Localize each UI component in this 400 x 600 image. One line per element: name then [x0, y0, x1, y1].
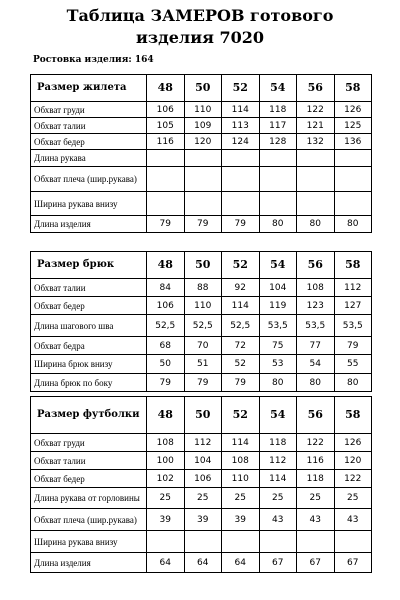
measurement-value — [259, 192, 297, 216]
measurement-value: 104 — [259, 279, 297, 297]
measurement-value: 75 — [259, 337, 297, 355]
measurement-value: 110 — [184, 102, 222, 118]
measurement-value: 80 — [334, 374, 372, 392]
measurement-value: 125 — [334, 118, 372, 134]
measurement-label: Длина рукава — [31, 150, 147, 167]
measurement-value: 53,5 — [259, 315, 297, 337]
measurement-label: Длина изделия — [31, 553, 147, 573]
measurement-value — [184, 167, 222, 192]
measurement-value — [147, 531, 185, 553]
size-header-cell: 50 — [184, 397, 222, 434]
size-header-cell: 52 — [222, 252, 260, 279]
measurement-value: 100 — [147, 452, 185, 470]
table-row — [31, 434, 372, 452]
measurement-value — [222, 531, 260, 553]
measurement-value: 79 — [184, 216, 222, 233]
table-header-row — [31, 252, 372, 279]
table-row — [31, 470, 372, 488]
table-header-row — [31, 397, 372, 434]
measurement-value: 52,5 — [147, 315, 185, 337]
measurement-label: Длина шагового шва — [31, 315, 147, 337]
measurement-value: 127 — [334, 297, 372, 315]
table-row — [31, 315, 372, 337]
measurement-value: 106 — [147, 297, 185, 315]
measurement-label: Обхват бедер — [31, 134, 147, 150]
measurement-value: 79 — [184, 374, 222, 392]
table-row — [31, 102, 372, 118]
measurement-value: 39 — [184, 509, 222, 531]
measurement-value: 116 — [297, 452, 335, 470]
measurement-value: 79 — [147, 374, 185, 392]
size-header-cell: 50 — [184, 252, 222, 279]
measurement-value: 68 — [147, 337, 185, 355]
measurement-value: 53,5 — [297, 315, 335, 337]
measurement-label: Обхват груди — [31, 434, 147, 452]
measurement-label: Обхват груди — [31, 102, 147, 118]
measurement-value: 25 — [184, 488, 222, 509]
size-header-cell: 48 — [147, 397, 185, 434]
table-header-label: Размер брюк — [31, 252, 147, 279]
table-row — [31, 279, 372, 297]
measurement-value: 128 — [259, 134, 297, 150]
measurement-value: 116 — [147, 134, 185, 150]
measurement-value: 70 — [184, 337, 222, 355]
size-header-cell: 52 — [222, 397, 260, 434]
measurement-label: Обхват бедра — [31, 337, 147, 355]
measurement-value: 109 — [184, 118, 222, 134]
measurement-label: Обхват талии — [31, 452, 147, 470]
measurement-value: 79 — [222, 374, 260, 392]
measurement-value: 136 — [334, 134, 372, 150]
size-header-cell: 54 — [259, 397, 297, 434]
measurement-value: 114 — [222, 297, 260, 315]
measurement-value: 64 — [147, 553, 185, 573]
measurement-value — [222, 150, 260, 167]
measurement-value — [334, 192, 372, 216]
measurement-label: Длина изделия — [31, 216, 147, 233]
measurement-value: 84 — [147, 279, 185, 297]
measurement-value: 80 — [297, 216, 335, 233]
measurement-value: 77 — [297, 337, 335, 355]
measurement-value: 79 — [222, 216, 260, 233]
measurement-value: 112 — [334, 279, 372, 297]
measurement-value: 124 — [222, 134, 260, 150]
measurement-value: 25 — [334, 488, 372, 509]
measurement-label: Длина рукава от горловины — [31, 488, 147, 509]
measurement-value: 88 — [184, 279, 222, 297]
measurement-value: 132 — [297, 134, 335, 150]
measurement-label: Ширина рукава внизу — [31, 531, 147, 553]
measurement-value: 53,5 — [334, 315, 372, 337]
table-row — [31, 118, 372, 134]
measurement-value: 67 — [259, 553, 297, 573]
measurement-value: 121 — [297, 118, 335, 134]
measurement-value: 53 — [259, 355, 297, 374]
measurement-value — [259, 167, 297, 192]
measurement-value: 39 — [222, 509, 260, 531]
document-title-line-2: изделия 7020 — [136, 28, 264, 47]
measurement-value — [147, 167, 185, 192]
measurement-value: 113 — [222, 118, 260, 134]
measurement-value — [184, 150, 222, 167]
size-header-cell: 54 — [259, 75, 297, 102]
measurement-value: 52 — [222, 355, 260, 374]
measurement-value: 106 — [184, 470, 222, 488]
trousers-size-table — [30, 251, 372, 392]
table-row — [31, 509, 372, 531]
measurement-value: 67 — [334, 553, 372, 573]
measurement-value: 122 — [334, 470, 372, 488]
measurement-value: 102 — [147, 470, 185, 488]
measurement-value: 50 — [147, 355, 185, 374]
table-row — [31, 374, 372, 392]
measurement-value: 123 — [297, 297, 335, 315]
table-row — [31, 488, 372, 509]
measurement-value: 110 — [184, 297, 222, 315]
measurement-value: 120 — [334, 452, 372, 470]
tshirt-size-table — [30, 396, 372, 573]
measurement-label: Обхват бедер — [31, 470, 147, 488]
size-header-cell: 50 — [184, 75, 222, 102]
measurement-value: 52,5 — [222, 315, 260, 337]
measurement-value: 118 — [297, 470, 335, 488]
size-header-cell: 58 — [334, 75, 372, 102]
measurement-value: 114 — [222, 434, 260, 452]
size-header-cell: 58 — [334, 252, 372, 279]
size-header-cell: 58 — [334, 397, 372, 434]
measurement-value: 80 — [334, 216, 372, 233]
table-row — [31, 167, 372, 192]
measurement-value: 118 — [259, 102, 297, 118]
table-row — [31, 216, 372, 233]
measurement-value — [297, 192, 335, 216]
measurement-value: 119 — [259, 297, 297, 315]
measurement-value: 55 — [334, 355, 372, 374]
measurement-value: 106 — [147, 102, 185, 118]
measurement-label: Обхват плеча (шир.рукава) — [31, 167, 147, 192]
table-header-label: Размер жилета — [31, 75, 147, 102]
measurement-value: 112 — [259, 452, 297, 470]
measurement-value — [334, 531, 372, 553]
measurement-value — [297, 531, 335, 553]
measurement-value — [334, 150, 372, 167]
measurement-value: 79 — [147, 216, 185, 233]
measurement-value: 67 — [297, 553, 335, 573]
size-header-cell: 56 — [297, 252, 335, 279]
vest-size-table — [30, 74, 372, 233]
measurement-value: 64 — [184, 553, 222, 573]
measurement-value: 114 — [259, 470, 297, 488]
measurement-value: 43 — [334, 509, 372, 531]
measurement-label: Ширина рукава внизу — [31, 192, 147, 216]
measurement-value: 120 — [184, 134, 222, 150]
document-title-line-1: Таблица ЗАМЕРОВ готового — [66, 6, 334, 25]
measurement-value — [297, 150, 335, 167]
measurement-value: 80 — [259, 216, 297, 233]
table-row — [31, 134, 372, 150]
measurement-label: Обхват талии — [31, 118, 147, 134]
measurement-value: 108 — [147, 434, 185, 452]
measurement-value: 92 — [222, 279, 260, 297]
measurement-value — [259, 150, 297, 167]
measurement-value — [222, 192, 260, 216]
size-header-cell: 54 — [259, 252, 297, 279]
table-header-label: Размер футболки — [31, 397, 147, 434]
measurement-value: 126 — [334, 102, 372, 118]
measurement-label: Обхват бедер — [31, 297, 147, 315]
measurement-value — [334, 167, 372, 192]
measurement-value: 52,5 — [184, 315, 222, 337]
measurement-label: Обхват плеча (шир.рукава) — [31, 509, 147, 531]
measurement-value: 72 — [222, 337, 260, 355]
measurement-value — [259, 531, 297, 553]
table-header-row — [31, 75, 372, 102]
table-row — [31, 192, 372, 216]
measurement-value: 25 — [297, 488, 335, 509]
measurement-value: 80 — [297, 374, 335, 392]
measurement-value: 43 — [297, 509, 335, 531]
size-header-cell: 56 — [297, 75, 335, 102]
measurement-value: 79 — [334, 337, 372, 355]
table-row — [31, 150, 372, 167]
measurement-value — [222, 167, 260, 192]
table-row — [31, 553, 372, 573]
measurement-label: Обхват талии — [31, 279, 147, 297]
measurement-label: Ширина брюк внизу — [31, 355, 147, 374]
measurement-value — [184, 531, 222, 553]
measurement-value — [147, 150, 185, 167]
size-header-cell: 56 — [297, 397, 335, 434]
measurement-value — [184, 192, 222, 216]
measurement-label: Длина брюк по боку — [31, 374, 147, 392]
measurement-value: 104 — [184, 452, 222, 470]
table-row — [31, 531, 372, 553]
measurement-value — [147, 192, 185, 216]
size-header-cell: 52 — [222, 75, 260, 102]
measurement-value: 112 — [184, 434, 222, 452]
measurement-value: 51 — [184, 355, 222, 374]
measurement-value: 25 — [222, 488, 260, 509]
measurement-value: 108 — [297, 279, 335, 297]
measurement-value: 117 — [259, 118, 297, 134]
measurement-value: 54 — [297, 355, 335, 374]
table-row — [31, 355, 372, 374]
measurement-value: 126 — [334, 434, 372, 452]
measurement-value: 80 — [259, 374, 297, 392]
size-header-cell: 48 — [147, 252, 185, 279]
measurement-value: 39 — [147, 509, 185, 531]
measurement-value: 122 — [297, 102, 335, 118]
size-header-cell: 48 — [147, 75, 185, 102]
measurement-value: 43 — [259, 509, 297, 531]
measurement-value — [297, 167, 335, 192]
table-row — [31, 337, 372, 355]
measurement-value: 118 — [259, 434, 297, 452]
measurement-value: 110 — [222, 470, 260, 488]
table-row — [31, 297, 372, 315]
table-row — [31, 452, 372, 470]
measurement-value: 114 — [222, 102, 260, 118]
measurement-value: 64 — [222, 553, 260, 573]
measurement-value: 25 — [147, 488, 185, 509]
measurement-value: 122 — [297, 434, 335, 452]
measurement-value: 105 — [147, 118, 185, 134]
height-note: Ростовка изделия: 164 — [33, 55, 154, 65]
measurement-value: 108 — [222, 452, 260, 470]
measurement-value: 25 — [259, 488, 297, 509]
